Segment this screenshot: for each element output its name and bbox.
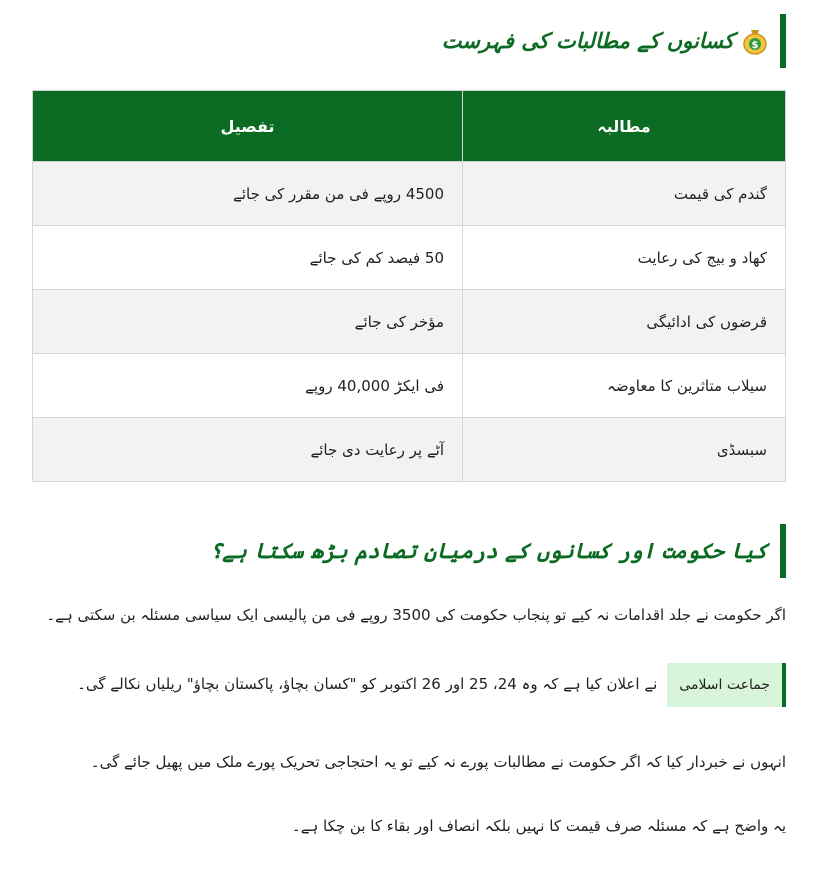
money-bag-icon (742, 27, 768, 55)
detail-cell: 50 فیصد کم کی جائے (33, 226, 463, 290)
section-heading-demands (32, 14, 786, 68)
paragraph: انہوں نے خبردار کیا کہ اگر حکومت نے مطالبات پورے نہ کیے تو یہ احتجاجی تحریک پورے ملک میں پھیل جائے گی۔ (90, 752, 786, 771)
column-header-detail: تفصیل (33, 91, 463, 162)
demand-cell: سبسڈی (463, 418, 786, 482)
column-header-demand: مطالبہ (463, 91, 786, 162)
table-row (33, 418, 786, 482)
table-row (33, 354, 786, 418)
svg-text:$: $ (751, 40, 759, 51)
detail-cell: آٹے پر رعایت دی جائے (33, 418, 463, 482)
detail-cell: فی ایکڑ 40,000 روپے (33, 354, 463, 418)
demand-cell: کھاد و بیج کی رعایت (463, 226, 786, 290)
paragraph: اگر حکومت نے جلد اقدامات نہ کیے تو پنجاب حکومت کی 3500 روپے فی من پالیسی ایک سیاسی مسئلہ بن سکتی ہے۔ (46, 606, 786, 624)
demand-cell: گندم کی قیمت (463, 162, 786, 226)
detail-cell: مؤخر کی جائے (33, 290, 463, 354)
section-heading-conflict (32, 524, 786, 578)
paragraph: یہ واضح ہے کہ مسئلہ صرف قیمت کا نہیں بلکہ انصاف اور بقاء کا بن چکا ہے۔ (291, 817, 786, 835)
table-row (33, 226, 786, 290)
section-title: کسانوں کے مطالبات کی فہرست (441, 29, 734, 53)
table-row (33, 290, 786, 354)
table-header-row (33, 91, 786, 162)
article-content (32, 0, 786, 838)
party-tag: جماعت اسلامی (667, 663, 786, 707)
section-title: کیا حکومت اور کسانوں کے درمیان تصادم بڑھ سکتا ہے؟ (210, 539, 768, 563)
demand-cell: قرضوں کی ادائیگی (463, 290, 786, 354)
demands-table (32, 90, 786, 482)
paragraph-with-tag (32, 663, 786, 707)
demand-cell: سیلاب متاثرین کا معاوضہ (463, 354, 786, 418)
table-row (33, 162, 786, 226)
paragraph: نے اعلان کیا ہے کہ وہ 24، 25 اور 26 اکتوبر کو "کسان بچاؤ، پاکستان بچاؤ" ریلیاں نکالے گی۔ (77, 675, 658, 694)
detail-cell: 4500 روپے فی من مقرر کی جائے (33, 162, 463, 226)
